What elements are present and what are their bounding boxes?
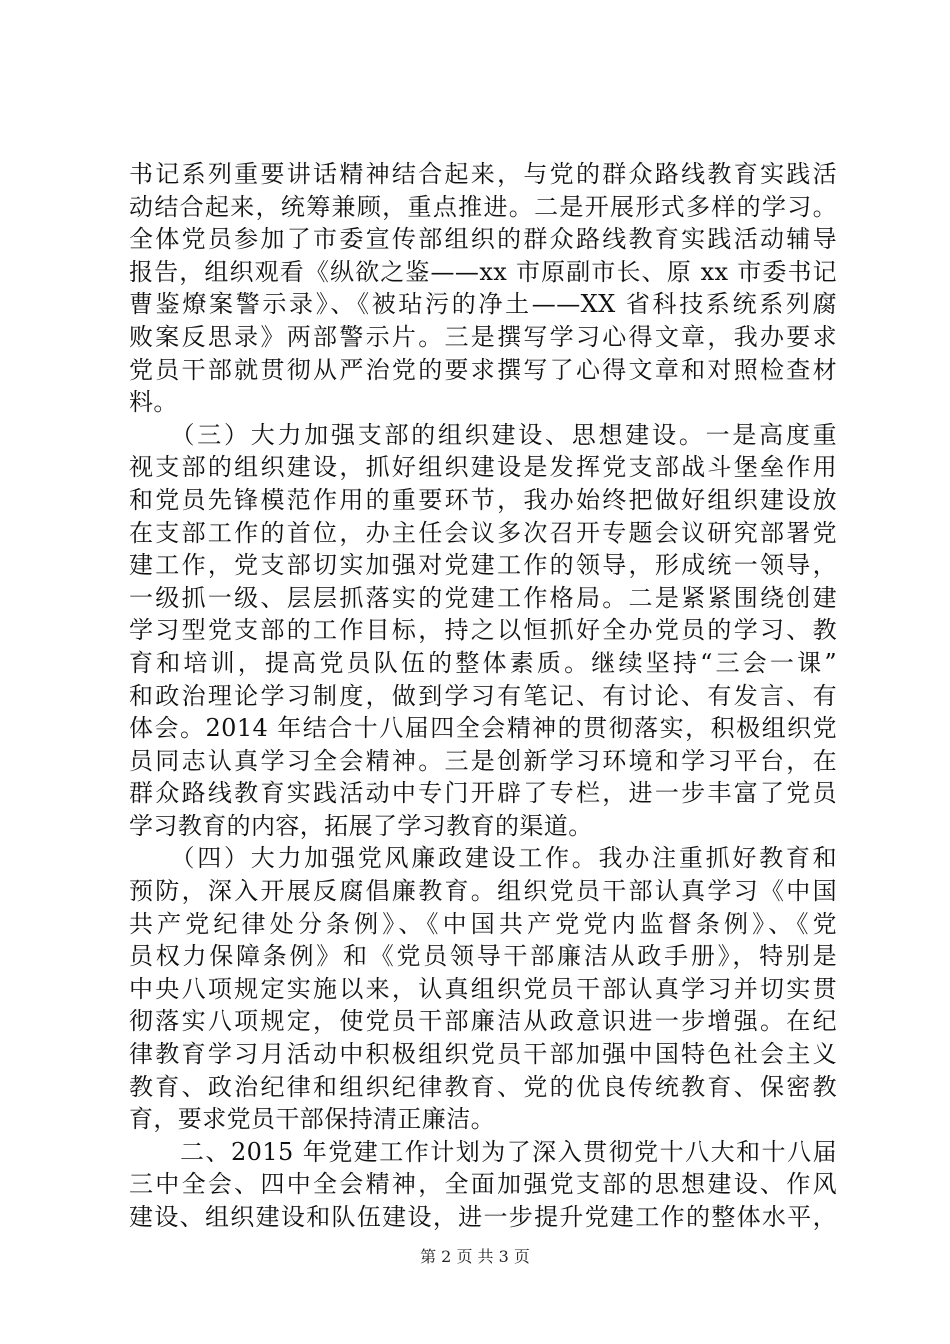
text-line: 彻落实八项规定，使党员干部廉洁从政意识进一步增强。在纪 — [129, 1007, 837, 1036]
text-line: 育和培训，提高党员队伍的整体素质。继续坚持“三会一课” — [129, 648, 837, 677]
text-line: （三）大力加强支部的组织建设、思想建设。一是高度重 — [129, 420, 837, 449]
text-line: 全体党员参加了市委宣传部组织的群众路线教育实践活动辅导 — [129, 225, 837, 254]
text-line: 和党员先锋模范作用的重要环节，我办始终把做好组织建设放 — [129, 485, 837, 514]
text-line: 律教育学习月活动中积极组织党员干部加强中国特色社会主义 — [129, 1040, 837, 1069]
text-line: 动结合起来，统筹兼顾，重点推进。二是开展形式多样的学习。 — [129, 192, 837, 221]
text-line: 员权力保障条例》和《党员领导干部廉洁从政手册》，特别是 — [129, 942, 837, 971]
text-line: 报告，组织观看《纵欲之鉴——xx 市原副市长、原 xx 市委书记 — [129, 257, 837, 286]
text-line: 在支部工作的首位，办主任会议多次召开专题会议研究部署党 — [129, 518, 837, 547]
text-line: 学习型党支部的工作目标，持之以恒抓好全办党员的学习、教 — [129, 616, 837, 645]
text-line: 二、2015 年党建工作计划为了深入贯彻党十八大和十八届 — [129, 1137, 837, 1166]
text-line: 和政治理论学习制度，做到学习有笔记、有讨论、有发言、有 — [129, 681, 837, 710]
text-line: 视支部的组织建设，抓好组织建设是发挥党支部战斗堡垒作用 — [129, 453, 837, 482]
text-line: 预防，深入开展反腐倡廉教育。组织党员干部认真学习《中国 — [129, 877, 837, 906]
text-line: （四）大力加强党风廉政建设工作。我办注重抓好教育和 — [129, 844, 837, 873]
text-line: 员同志认真学习全会精神。三是创新学习环境和学习平台，在 — [129, 746, 837, 775]
text-line: 教育、政治纪律和组织纪律教育、党的优良传统教育、保密教 — [129, 1072, 837, 1101]
text-line: 曹鉴燎案警示录》、《被玷污的净土——XX 省科技系统系列腐 — [129, 290, 837, 319]
page-footer: 第 2 页 共 3 页 — [420, 1247, 530, 1266]
text-line: 建工作，党支部切实加强对党建工作的领导，形成统一领导， — [129, 551, 837, 580]
text-line: 料。 — [129, 388, 178, 417]
text-line: 败案反思录》两部警示片。三是撰写学习心得文章，我办要求 — [129, 322, 837, 351]
text-line: 学习教育的内容，拓展了学习教育的渠道。 — [129, 811, 593, 840]
text-line: 育，要求党员干部保持清正廉洁。 — [129, 1105, 495, 1134]
text-line: 书记系列重要讲话精神结合起来，与党的群众路线教育实践活 — [129, 160, 837, 188]
text-line: 群众路线教育实践活动中专门开辟了专栏，进一步丰富了党员 — [129, 779, 837, 808]
document-body — [129, 158, 837, 1234]
text-line: 共产党纪律处分条例》、《中国共产党党内监督条例》、《党 — [129, 909, 837, 938]
text-line: 三中全会、四中全会精神，全面加强党支部的思想建设、作风 — [129, 1170, 837, 1199]
text-line: 建设、组织建设和队伍建设，进一步提升党建工作的整体水平， — [129, 1203, 837, 1231]
text-line: 中央八项规定实施以来，认真组织党员干部认真学习并切实贯 — [129, 974, 837, 1003]
text-line: 体会。2014 年结合十八届四全会精神的贯彻落实，积极组织党 — [129, 714, 837, 743]
text-line: 党员干部就贯彻从严治党的要求撰写了心得文章和对照检查材 — [129, 355, 837, 384]
text-line: 一级抓一级、层层抓落实的党建工作格局。二是紧紧围绕创建 — [129, 583, 837, 612]
